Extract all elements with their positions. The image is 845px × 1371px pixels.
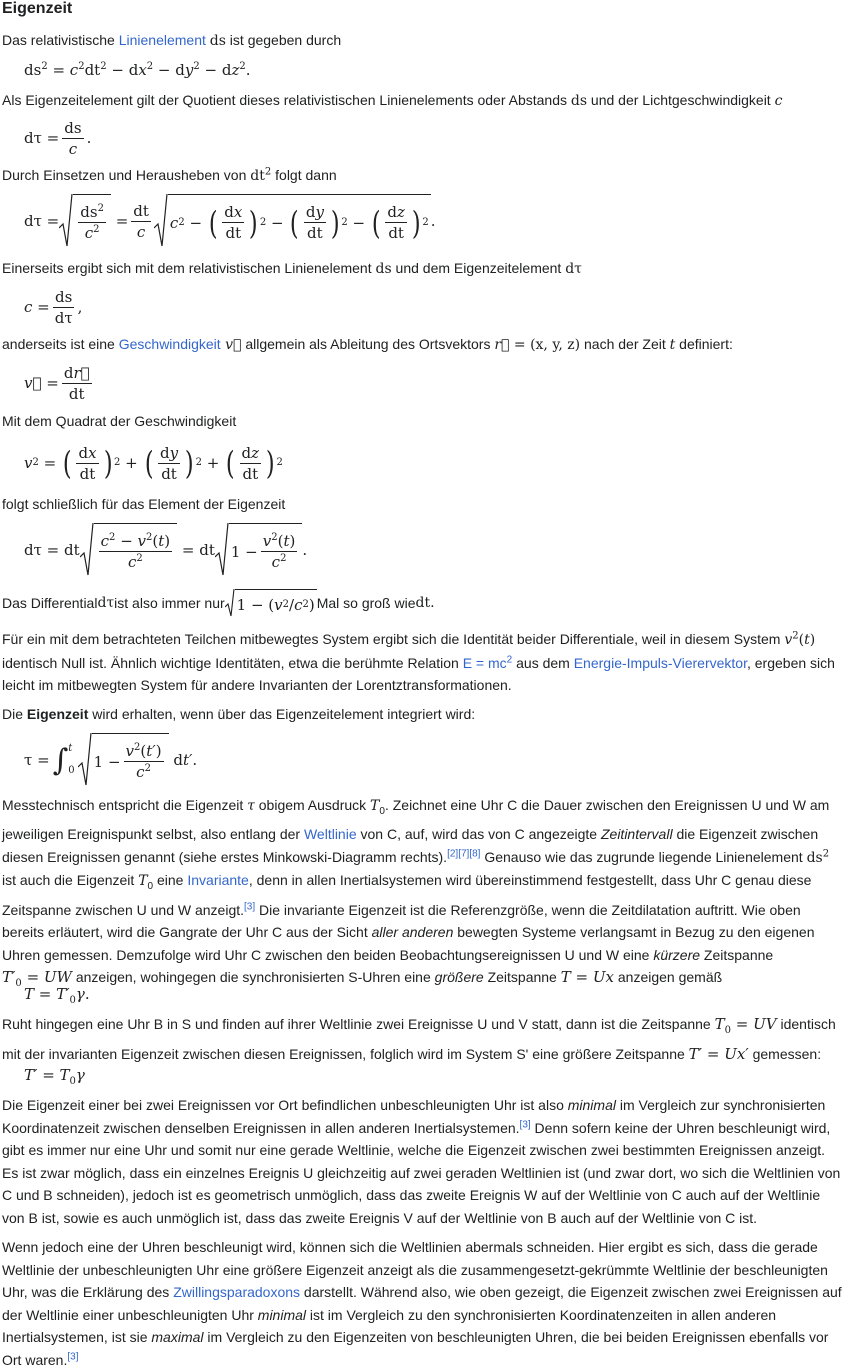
equation-dtau-expanded: dτ = $\frac{ds^2}{c^2}$ = $\frac{dt}{c}$ c 2 − ( $\frac{dx}{dt}$ ) 2 − ( $\frac{dy}{dt}$ ) 2 − ( $\frac{dz}{dt}$ ) 2 . xyxy=(24,193,436,249)
text: ist gegeben durch xyxy=(225,32,342,48)
equation-v-squared: v 2 = ( $\frac{dx}{dt}$ ) 2 + ( $\frac{dy}{dt}$ ) 2 + ( $\frac{dz}{dt}$ ) 2 xyxy=(24,443,283,483)
paragraph-identitaet: Für ein mit dem betrachteten Teilchen mitbewegtes System ergibt sich die Identität beider Differentiale, weil in diesem System $v^2(t)$ identisch Null ist. Ähnlich wichtige Identitäten, etwa die berühmte Relation E = mc$^2$ aus dem Energie-Impuls-Vierervektor, ergeben sich leicht im mitbewegten System für andere Invarianten der Lorentztransformationen. xyxy=(2,630,835,693)
link-geschwindigkeit[interactable]: Geschwindigkeit xyxy=(118,336,221,352)
bold-eigenzeit: Eigenzeit xyxy=(26,706,89,722)
ref-2-7-8[interactable]: [2][7][8] xyxy=(447,848,481,860)
link-linienelement[interactable]: Linienelement xyxy=(118,32,206,48)
link-zwillingsparadoxon[interactable]: Zwillingsparadoxons xyxy=(173,1284,301,1300)
link-e-mc2[interactable]: E = mc$^2$ xyxy=(462,653,513,671)
paragraph-quadrat: Mit dem Quadrat der Geschwindigkeit xyxy=(2,413,237,429)
paragraph-geschwindigkeit: anderseits ist eine Geschwindigkeit v⃗ allgemein als Ableitung des Ortsvektors r⃗ = (x, y, z) nach der Zeit t definiert: xyxy=(2,336,733,353)
equation-t-prime: $T' = T_0\gamma$ xyxy=(24,1065,85,1087)
text: Das relativistische xyxy=(2,32,119,48)
paragraph-linienelement xyxy=(2,29,842,53)
paragraph-einsetzen: Durch Einsetzen und Herausheben von $dt^2$ folgt dann xyxy=(2,166,337,184)
equation-t-t0-gamma: $T = T'_0\gamma$. xyxy=(24,984,90,1006)
equation-v-dr-dt: v⃗ = $\frac{dr⃗}{dt}$ xyxy=(24,363,90,403)
paragraph-differential: Das Differential dτ ist also immer nur 1 − ( v 2 / c 2 ) Mal so groß wie dt. xyxy=(2,586,842,620)
equation-dtau-final: dτ = dt $\frac{c^2 - v^2(t)}{c^2}$ = dt 1 − $\frac{v^2(t)}{c^2}$ . xyxy=(24,522,307,578)
link-invariante[interactable]: Invariante xyxy=(187,872,249,889)
paragraph-minimal: Die Eigenzeit einer bei zwei Ereignissen vor Ort befindlichen unbeschleunigten Uhr ist also minimal im Vergleich zur synchronisierten Koordinatenzeit zwischen denselben Ereignissen in allen anderen Inertialsystemen.[3] Denn sofern keine der Uhren beschleunigt wird, gibt es immer nur eine Uhr und somit nur eine gerade Weltlinie, welche die Eigenzeit zwischen zwei bestimmten Ereignissen anzeigt. Es ist zwar möglich, dass ein einzelnes Ereignis U gleichzeitig auf zwei geraden Weltlinien ist (und zwar dort, wo sich die Weltlinien von C und B schneiden), jedoch ist es geometrisch unmöglich, dass das zweite Ereignis W auf der Weltlinie von C auch auf der Weltlinie von B ist, sowie es auch unmöglich ist, dass das zweite Ereignis V auf der Weltlinie von B auch auf der Weltlinie von C ist. xyxy=(2,1097,841,1226)
link-energie-impuls[interactable]: Energie-Impuls-Vierervektor xyxy=(573,654,747,671)
paragraph-einerseits: Einerseits ergibt sich mit dem relativistischen Linienelement ds und dem Eigenzeitelement dτ xyxy=(2,260,582,277)
link-weltlinie[interactable]: Weltlinie xyxy=(303,826,357,843)
paragraph-ruht-hingegen: Ruht hingegen eine Uhr B in S und finden auf ihrer Weltlinie zwei Ereignisse U und V statt, dann ist die Zeitspanne $T_0$ = UV identisch mit der invarianten Eigenzeit zwischen diesen Ereignissen, folglich wird im System S' eine größere Zeitspanne T′ = Ux′ gemessen: xyxy=(2,1015,836,1063)
section-heading: Eigenzeit xyxy=(2,0,73,17)
equation-c-ds-dtau: c = $\frac{ds}{d\tau}$ , xyxy=(24,287,83,327)
equation-dtau-ds-c: dτ = $\frac{ds}{c}$ . xyxy=(24,118,92,158)
ref-3[interactable]: [3] xyxy=(67,1350,79,1362)
paragraph-element-eigenzeit: folgt schließlich für das Element der Eigenzeit xyxy=(2,496,286,512)
math-ds: ds xyxy=(209,33,226,49)
equation-line-element: $ds^2 = c^2dt^2 - dx^2 - dy^2 - dz^2$. xyxy=(24,61,251,79)
paragraph-eigenzeitelement: Als Eigenzeitelement gilt der Quotient dieses relativistischen Linienelements oder Abstands ds und der Lichtgeschwindigkeit c xyxy=(2,92,783,109)
paragraph-messtechnisch: Messtechnisch entspricht die Eigenzeit τ obigem Ausdruck $T_0$. Zeichnet eine Uhr C die Dauer zwischen den Ereignissen U und W am jeweiligen Ereignispunkt selbst, also entlang der Weltlinie von C, auf, wird das von C angezeigte Zeitintervall die Eigenzeit zwischen diesen Ereignissen genannt (siehe erstes Minkowski-Diagramm rechts).[2][7][8] Genauso wie das zugrunde liegende Linienelement $ds^2$ ist auch die Eigenzeit $T_0$ eine Invariante, denn in allen Inertialsystemen wird übereinstimmend festgestellt, dass Uhr C genau diese Zeitspanne zwischen U und W anzeigt.[3] Die invariante Eigenzeit ist die Referenzgröße, wenn die Zeitdilatation auftritt. Wie oben bereits erläutert, wird die Gangrate der Uhr C aus der Sicht aller anderen bewegten Systeme verlangsamt in Bezug zu den eigenen Uhren gemessen. Demzufolge wird Uhr C zwischen den beiden Beobachtungsereignissen U und W eine kürzere Zeitspanne $T'_0$ = UW anzeigen, wohingegen die synchronisierten S-Uhren eine größere Zeitspanne T = Ux anzeigen gemäß xyxy=(2,797,830,989)
paragraph-beschleunigt: Wenn jedoch eine der Uhren beschleunigt wird, können sich die Weltlinien abermals schneiden. Hier ergibt es sich, dass die gerade Weltlinie der unbeschleunigten Uhr eine größere Eigenzeit anzeigt als die zusammengesetzt-gekrümmte Weltlinie der beschleunigten Uhr, was die Erklärung des Zwillingsparadoxons darstellt. Während also, wie oben gezeigt, die Eigenzeit zwischen zwei Ereignissen auf der Weltlinie einer unbeschleunigten Uhr minimal ist im Vergleich zu den synchronisierten Koordinatenzeiten in allen anderen Inertialsystemen, ist sie maximal im Vergleich zu den Eigenzeiten von beschleunigten Uhren, die bei beiden Ereignissen ebenfalls vor Ort waren.[3] xyxy=(2,1239,842,1368)
ref-3[interactable]: [3] xyxy=(519,1118,531,1130)
ref-3[interactable]: [3] xyxy=(244,900,256,912)
paragraph-integriert: Die Eigenzeit wird erhalten, wenn über das Eigenzeitelement integriert wird: xyxy=(2,706,476,722)
equation-tau-integral: τ = ∫ t 0 1 − $\frac{v^2(t')}{c^2}$ dt′. xyxy=(24,732,197,788)
